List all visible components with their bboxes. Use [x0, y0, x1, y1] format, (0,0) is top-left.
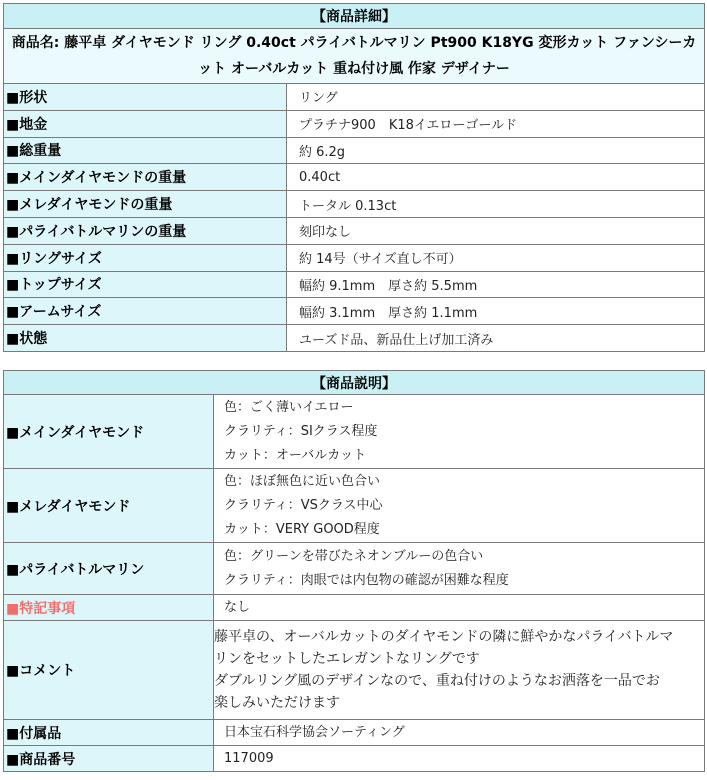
detail-row — [4, 271, 705, 298]
main-diamond-color: 色：ごく薄いイエロー — [224, 399, 354, 415]
detail-label: ■アームサイズ — [4, 298, 287, 325]
details-table — [3, 3, 705, 352]
item-number-label: ■商品番号 — [4, 746, 214, 772]
main-diamond-clarity: クラリティ：SIクラス程度 — [224, 423, 378, 439]
main-diamond-label: ■メインダイヤモンド — [4, 395, 214, 469]
melee-diamond-color: 色：ほぼ無色に近い色合い — [224, 473, 381, 489]
detail-row — [4, 191, 705, 218]
detail-row — [4, 164, 705, 191]
detail-row — [4, 84, 705, 111]
detail-label: ■トップサイズ — [4, 271, 287, 298]
comment-line: ダブルリング風のデザインなので、重ね付けのようなお洒落を一品でお — [214, 673, 660, 689]
detail-value: リング — [287, 84, 705, 111]
comment-line: 藤平卓の、オーバルカットのダイヤモンドの隣に鮮やかなパライバトルマ — [214, 629, 674, 645]
special-notes-value: なし — [214, 595, 705, 621]
accessory-label: ■付属品 — [4, 720, 214, 746]
description-table — [3, 370, 705, 772]
detail-label: ■パライバトルマリンの重量 — [4, 217, 287, 244]
item-number-value: 117009 — [214, 746, 705, 772]
description-header: 【商品説明】 — [4, 371, 705, 395]
melee-diamond-label: ■メレダイヤモンド — [4, 469, 214, 543]
detail-value: ユーズド品、新品仕上げ加工済み — [287, 325, 705, 352]
detail-row — [4, 244, 705, 271]
paraiba-clarity: クラリティ：肉眼では内包物の確認が困難な程度 — [224, 572, 509, 588]
detail-label: ■メインダイヤモンドの重量 — [4, 164, 287, 191]
paraiba-label: ■パライバトルマリン — [4, 543, 214, 595]
product-title: 商品名: 藤平卓 ダイヤモンド リング 0.40ct パライバトルマリン Pt900 K18YG 変形カット ファンシーカット オーバルカット 重ね付け風 作家 デザイナー — [4, 29, 705, 84]
main-diamond-details — [214, 395, 705, 469]
detail-row — [4, 110, 705, 137]
detail-value: 約 14号（サイズ直し不可） — [287, 244, 705, 271]
detail-label: ■総重量 — [4, 137, 287, 164]
main-diamond-cut: カット：オーバルカット — [224, 447, 367, 463]
details-header: 【商品詳細】 — [4, 4, 705, 29]
detail-label: ■リングサイズ — [4, 244, 287, 271]
detail-value: 幅約 3.1mm 厚さ約 1.1mm — [287, 298, 705, 325]
paraiba-details — [214, 543, 705, 595]
detail-label: ■メレダイヤモンドの重量 — [4, 191, 287, 218]
detail-value: 約 6.2g — [287, 137, 705, 164]
detail-row — [4, 217, 705, 244]
melee-diamond-clarity: クラリティ：VSクラス中心 — [224, 497, 383, 513]
detail-row — [4, 137, 705, 164]
comment-label: ■コメント — [4, 621, 214, 720]
detail-label: ■地金 — [4, 110, 287, 137]
detail-row — [4, 325, 705, 352]
melee-diamond-details — [214, 469, 705, 543]
detail-value: 幅約 9.1mm 厚さ約 5.5mm — [287, 271, 705, 298]
comment-line: リンをセットしたエレガントなリングです — [214, 651, 480, 667]
detail-row — [4, 298, 705, 325]
comment-text — [214, 621, 705, 720]
detail-value: トータル 0.13ct — [287, 191, 705, 218]
detail-value: 刻印なし — [287, 217, 705, 244]
melee-diamond-cut: カット：VERY GOOD程度 — [224, 521, 380, 537]
detail-label: ■形状 — [4, 84, 287, 111]
paraiba-color: 色：グリーンを帯びたネオンブルーの色合い — [224, 548, 484, 564]
accessory-value: 日本宝石科学協会ソーティング — [214, 720, 705, 746]
detail-value: プラチナ900 K18イエローゴールド — [287, 110, 705, 137]
detail-value: 0.40ct — [287, 164, 705, 191]
special-notes-label: ■特記事項 — [4, 595, 214, 621]
detail-label: ■状態 — [4, 325, 287, 352]
comment-line: 楽しみいただけます — [214, 695, 340, 711]
